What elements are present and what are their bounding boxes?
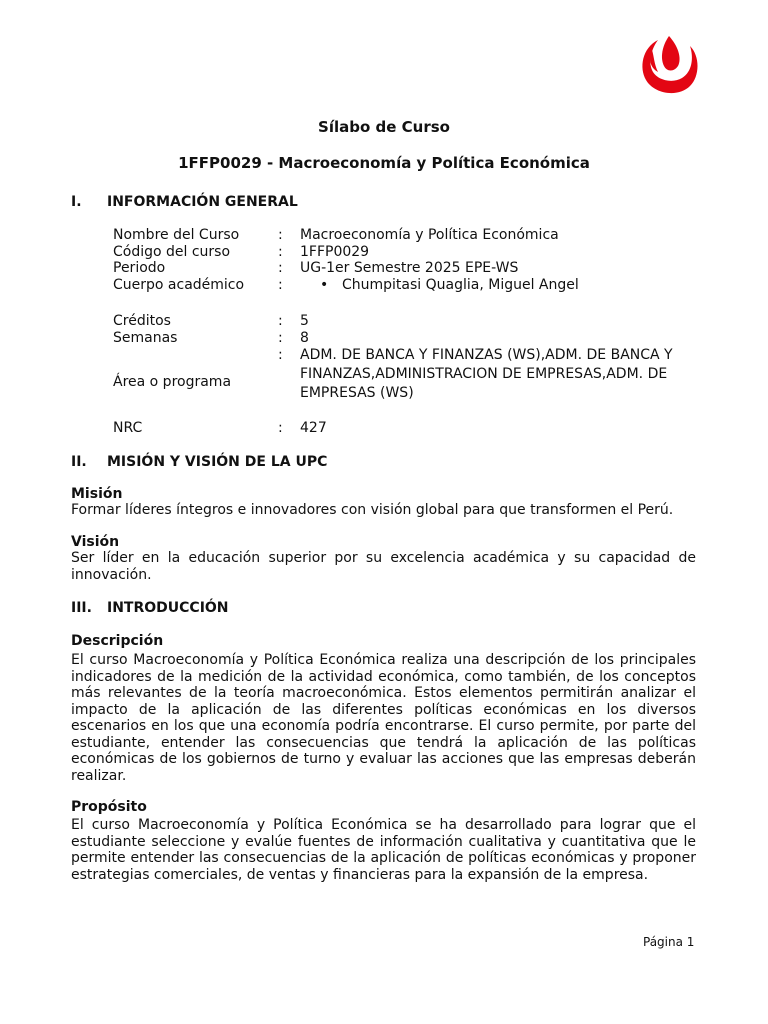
vision-text: Ser líder en la educación superior por su excelencia académica y su capacidad de innovación.	[71, 550, 696, 583]
info-label: Créditos	[113, 313, 171, 329]
section-heading-mission-vision	[71, 454, 327, 470]
description-heading: Descripción	[71, 633, 164, 649]
description-text: El curso Macroeconomía y Política Económica realiza una descripción de los principales indicadores de la medición de la actividad económica, como también, de los conceptos más relevantes de la teoría macroeconómica. Estos elementos permitirán analizar el impacto de la aplicación de las diferentes políticas económicas en los diversos escenarios en los que una economía podría encontrarse. El curso permite, por parte del estudiante, entender las consecuencias que tendrá la aplicación de las políticas económicas de los gobiernos de turno y evaluar las acciones que las empresas deberán realizar.	[71, 652, 696, 784]
info-value: 5	[300, 313, 309, 329]
info-label: NRC	[113, 420, 143, 436]
purpose-text: El curso Macroeconomía y Política Económica se ha desarrollado para lograr que el estudiante seleccione y evalúe fuentes de información cualitativa y cuantitativa que le permite entender las consecuencias de la aplicación de políticas económicas y proponer estrategias comerciales, de ventas y financieras para la expansión de la empresa.	[71, 817, 696, 883]
info-colon: :	[278, 420, 283, 436]
upc-flame-logo-icon	[638, 34, 700, 98]
info-colon: :	[278, 244, 283, 260]
bullet-icon: •	[320, 277, 329, 293]
info-colon: :	[278, 313, 283, 329]
info-label: Nombre del Curso	[113, 227, 240, 243]
info-colon: :	[278, 330, 283, 346]
section-number: II.	[71, 454, 87, 470]
info-colon: :	[278, 347, 283, 363]
mission-text: Formar líderes íntegros e innovadores con visión global para que transformen el Perú.	[71, 502, 674, 518]
section-number: III.	[71, 600, 92, 616]
section-heading-general-info	[71, 194, 298, 210]
section-heading-introduction	[71, 600, 229, 616]
document-title: Sílabo de Curso	[318, 118, 450, 136]
section-title: INFORMACIÓN GENERAL	[107, 194, 298, 210]
info-value: Macroeconomía y Política Económica	[300, 227, 559, 243]
section-title: INTRODUCCIÓN	[107, 600, 229, 616]
info-label: Código del curso	[113, 244, 231, 260]
info-label: Semanas	[113, 330, 178, 346]
info-colon: :	[278, 260, 283, 276]
info-value: 8	[300, 330, 309, 346]
info-value: 427	[300, 420, 327, 436]
mission-heading: Misión	[71, 486, 123, 502]
info-label: Cuerpo académico	[113, 277, 245, 293]
course-title: 1FFP0029 - Macroeconomía y Política Económica	[178, 154, 590, 172]
faculty-name: Chumpitasi Quaglia, Miguel Angel	[342, 277, 579, 293]
info-value: UG-1er Semestre 2025 EPE-WS	[300, 260, 519, 276]
info-value	[300, 277, 579, 294]
info-label: Área o programa	[113, 374, 232, 390]
info-value: 1FFP0029	[300, 244, 370, 260]
section-number: I.	[71, 194, 82, 210]
page-number: Página 1	[643, 935, 695, 949]
section-title: MISIÓN Y VISIÓN DE LA UPC	[107, 454, 328, 470]
vision-heading: Visión	[71, 534, 120, 550]
purpose-heading: Propósito	[71, 799, 147, 815]
area-program-value: ADM. DE BANCA Y FINANZAS (WS),ADM. DE BANCA Y FINANZAS,ADMINISTRACION DE EMPRESAS,ADM. DE EMPRESAS (WS)	[300, 347, 673, 401]
info-colon: :	[278, 277, 283, 293]
info-label: Periodo	[113, 260, 166, 276]
info-colon: :	[278, 227, 283, 243]
